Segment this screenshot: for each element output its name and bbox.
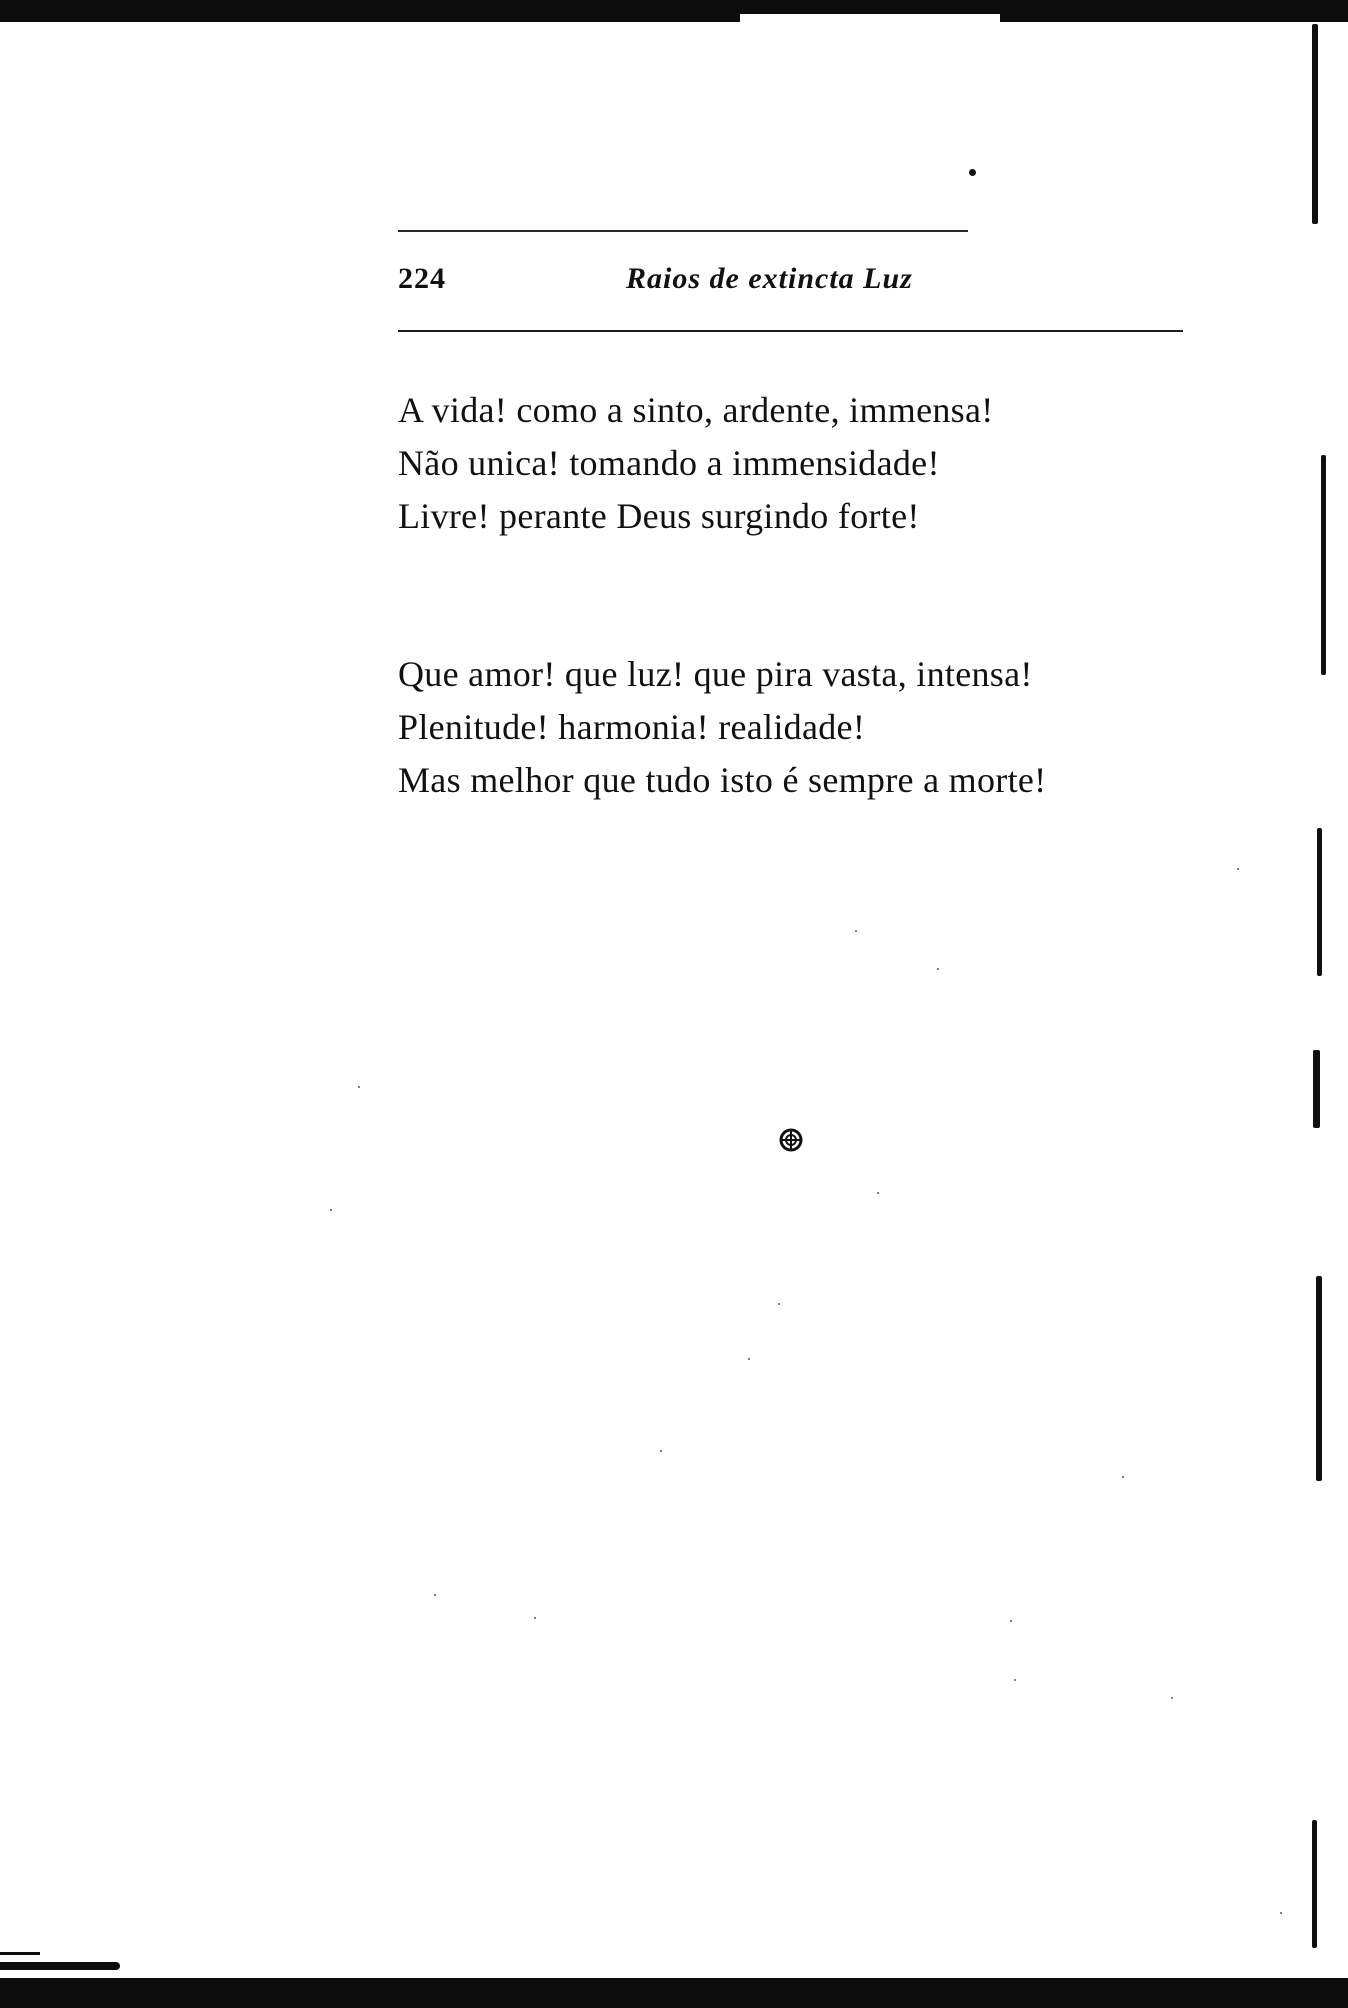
stanza xyxy=(398,648,1046,807)
scan-edge-bottom-wisp xyxy=(0,1962,120,1970)
ink-dot xyxy=(969,169,976,176)
header-rule-top xyxy=(398,230,968,232)
ink-speck xyxy=(748,1358,750,1360)
scan-edge-top-gap xyxy=(740,14,1000,24)
running-title: Raios de extincta Luz xyxy=(626,262,913,295)
margin-mark xyxy=(1321,455,1326,675)
ink-speck xyxy=(1171,1697,1173,1699)
ink-speck xyxy=(434,1594,436,1596)
verse-line: Não unica! tomando a immensidade! xyxy=(398,443,940,483)
ink-speck xyxy=(1014,1679,1016,1681)
fleuron-icon xyxy=(778,1127,804,1153)
margin-mark xyxy=(1312,24,1318,224)
scan-edge-bottom-wisp-thin xyxy=(0,1952,40,1955)
ink-speck xyxy=(1280,1912,1282,1914)
ink-speck xyxy=(1237,868,1239,870)
ink-speck xyxy=(937,968,939,970)
ink-speck xyxy=(1010,1620,1012,1622)
scan-edge-bottom xyxy=(0,1978,1348,2008)
scan-edge-top xyxy=(0,0,1348,22)
verse-line: Mas melhor que tudo isto é sempre a morte! xyxy=(398,760,1047,800)
verse-line: A vida! como a sinto, ardente, immensa! xyxy=(398,390,994,430)
ink-speck xyxy=(877,1192,879,1194)
stanza xyxy=(398,384,994,543)
margin-mark xyxy=(1316,1276,1322,1481)
margin-mark xyxy=(1317,828,1322,976)
ink-speck xyxy=(778,1303,780,1305)
ink-speck xyxy=(358,1086,360,1088)
ink-speck xyxy=(855,930,857,932)
verse-line: Livre! perante Deus surgindo forte! xyxy=(398,496,920,536)
ink-speck xyxy=(660,1450,662,1452)
ink-speck xyxy=(1122,1476,1124,1478)
ink-speck xyxy=(534,1617,536,1619)
margin-mark xyxy=(1312,1820,1317,1948)
header-rule-bottom xyxy=(398,330,1183,332)
ink-speck xyxy=(330,1209,332,1211)
verse-line: Plenitude! harmonia! realidade! xyxy=(398,707,866,747)
running-head xyxy=(398,262,1183,302)
verse-line: Que amor! que luz! que pira vasta, intensa! xyxy=(398,654,1033,694)
page-number: 224 xyxy=(398,262,446,295)
margin-mark xyxy=(1313,1050,1320,1128)
